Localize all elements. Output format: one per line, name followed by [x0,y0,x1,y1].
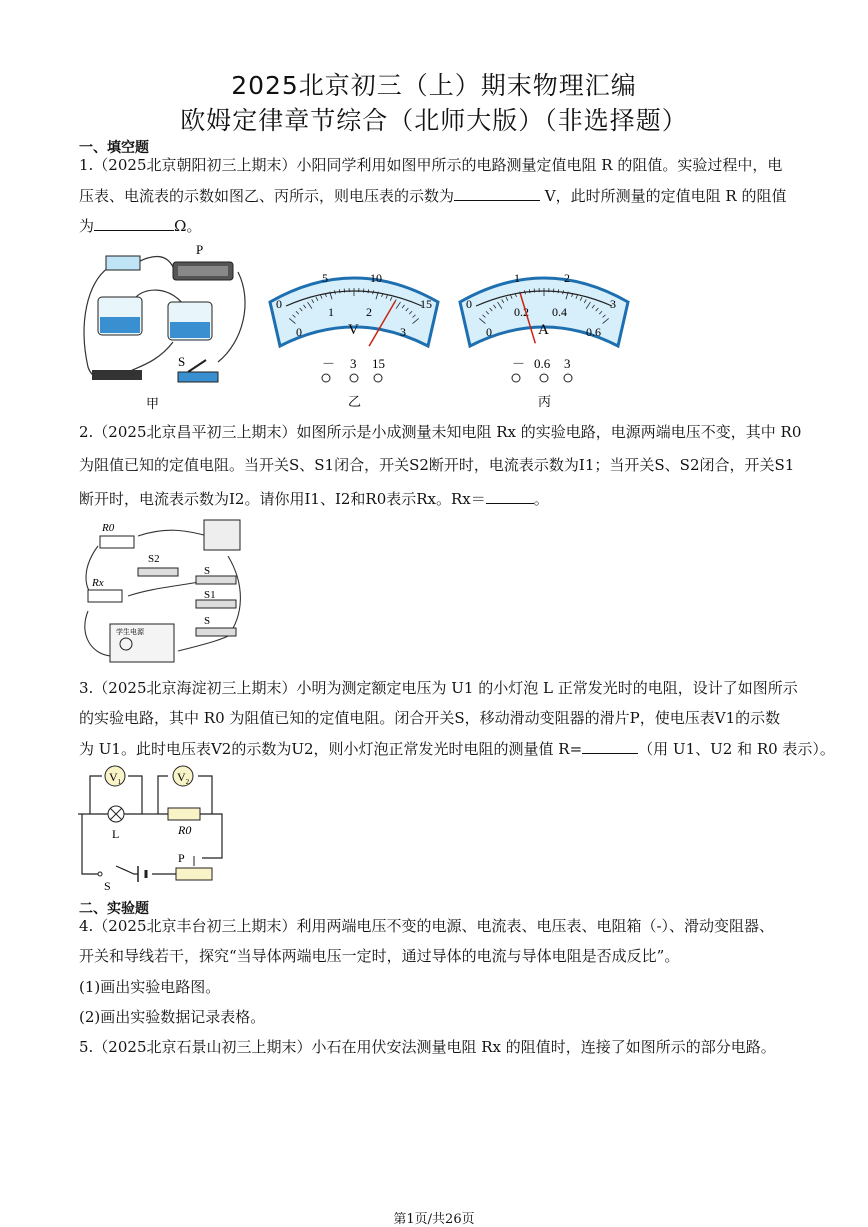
q3-line3 [79,738,835,759]
q3-slider-label: P [178,851,185,865]
vm-outer-10: 10 [370,271,382,285]
q2-s-label-1: S [204,565,211,577]
q3-line3-tail: （用 U1、U2 和 R0 表示）。 [638,740,835,758]
q3-line2: 的实验电路，其中 R0 为阻值已知的定值电阻。闭合开关S，移动滑动变阻器的滑片P，使电压表V1的示数 [79,709,781,727]
q2-blank-rx[interactable] [486,488,534,504]
section-experiment: 二、实验题 [79,901,149,917]
vm-outer-5: 5 [322,271,328,285]
am-inner-06: 0.6 [586,325,601,339]
q5-line1: 5.（2025北京石景山初三上期末）小石在用伏安法测量电阻 Rx 的阻值时，连接了如图所示的部分电路。 [79,1038,776,1056]
q1-fig-c-label: 丙 [538,394,552,409]
q1-figure-b-voltmeter [262,262,446,410]
vm-term-neg: － [322,356,336,371]
q3-blank-r[interactable] [582,738,638,754]
q2-s1-label: S1 [204,589,216,601]
q2-line3 [79,488,791,509]
q1-fig-b-label: 乙 [348,394,362,409]
am-inner-02: 0.2 [514,305,529,319]
am-term-neg: － [512,356,526,371]
q2-line3-tail: 。 [533,490,549,508]
q1-line3-text: 为 [79,217,95,235]
q1-switch-label: S [178,354,186,369]
q3-line1: 3.（2025北京海淀初三上期末）小明为测定额定电压为 U1 的小灯泡 L 正常发光时的电阻，设计了如图所示 [79,679,798,697]
q1-line3 [79,215,791,236]
q2-r0-label: R0 [102,522,115,534]
vm-inner-3: 3 [400,325,406,339]
q2-s-label-2: S [204,615,211,627]
vm-unit: V [348,322,359,338]
q2-s2-label: S2 [148,553,160,565]
section-fill-blank: 一、填空题 [79,140,149,156]
vm-outer-15: 15 [420,297,432,311]
q2-line2: 为阻值已知的定值电阻。当开关S、S1闭合，开关S2断开时，电流表示数为I1；当开关S、S2闭合，开关S1 [79,456,795,474]
q2-rx-label: Rx [92,577,104,589]
q3-switch-label: S [104,879,111,892]
vm-inner-2: 2 [366,305,372,319]
q3-line3-text: 为 U1。此时电压表V2的示数为U2，则小灯泡正常发光时电阻的测量值 R= [79,740,583,758]
q3-v2-symbol: $V_2$ [177,770,190,786]
vm-inner-0: 0 [296,325,302,339]
q4-item2: (2)画出实验数据记录表格。 [79,1008,266,1026]
q3-lamp-label: L [112,827,120,841]
am-outer-1: 1 [514,271,520,285]
q1-line2-tail: V，此时所测量的定值电阻 R 的阻值 [544,187,787,205]
q1-blank-resistance[interactable] [94,215,174,231]
am-outer-2: 2 [564,271,570,285]
q1-line1: 1.（2025北京朝阳初三上期末）小阳同学利用如图甲所示的电路测量定值电阻 R 的阻值。实验过程中，电 [79,156,783,174]
am-term-3: 3 [564,356,571,371]
q1-fig-a-label: 甲 [146,396,160,410]
q2-power-label: 学生电源 [116,628,144,636]
q3-figure-circuit [78,762,230,892]
document-title-line2: 欧姆定律章节综合（北师大版）（非选择题） [180,106,688,135]
q1-figure-a-circuit [78,242,258,410]
am-inner-0: 0 [486,325,492,339]
q4-item1: (1)画出实验电路图。 [79,978,221,996]
q3-r0-label: R0 [178,823,192,837]
q4-line2: 开关和导线若干，探究“当导体两端电压一定时，通过导体的电流与导体电阻是否成反比”。 [79,947,680,965]
am-outer-0: 0 [466,297,472,311]
am-term-06: 0.6 [534,356,551,371]
q4-line1: 4.（2025北京丰台初三上期末）利用两端电压不变的电源、电流表、电压表、电阻箱（-）、滑动变阻器、 [79,917,775,935]
vm-term-15: 15 [372,356,385,371]
am-outer-3: 3 [610,297,616,311]
document-title-line1: 2025北京初三（上）期末物理汇编 [231,71,637,100]
q1-line2-text: 压表、电流表的示数如图乙、丙所示，则电压表的示数为 [79,187,455,205]
q1-line3-tail: Ω。 [174,217,202,235]
q2-line3-text: 断开时，电流表示数为I2。请你用I1、I2和R0表示Rx。Rx＝ [79,490,486,508]
q2-figure-circuit [78,516,250,668]
vm-term-3: 3 [350,356,357,371]
q2-line1: 2.（2025北京昌平初三上期末）如图所示是小成测量未知电阻 Rx 的实验电路，电源两端电压不变，其中 R0 [79,423,802,441]
vm-inner-1: 1 [328,305,334,319]
q1-blank-voltage[interactable] [454,185,540,201]
q1-figure-c-ammeter [452,262,636,410]
am-inner-04: 0.4 [552,305,567,319]
q1-line2 [79,185,791,206]
q1-slider-label: P [196,242,204,257]
page-footer: 第1页/共26页 [393,1212,475,1227]
vm-outer-0: 0 [276,297,282,311]
q3-v1-symbol: $V_1$ [109,770,122,786]
am-unit: A [538,322,549,338]
